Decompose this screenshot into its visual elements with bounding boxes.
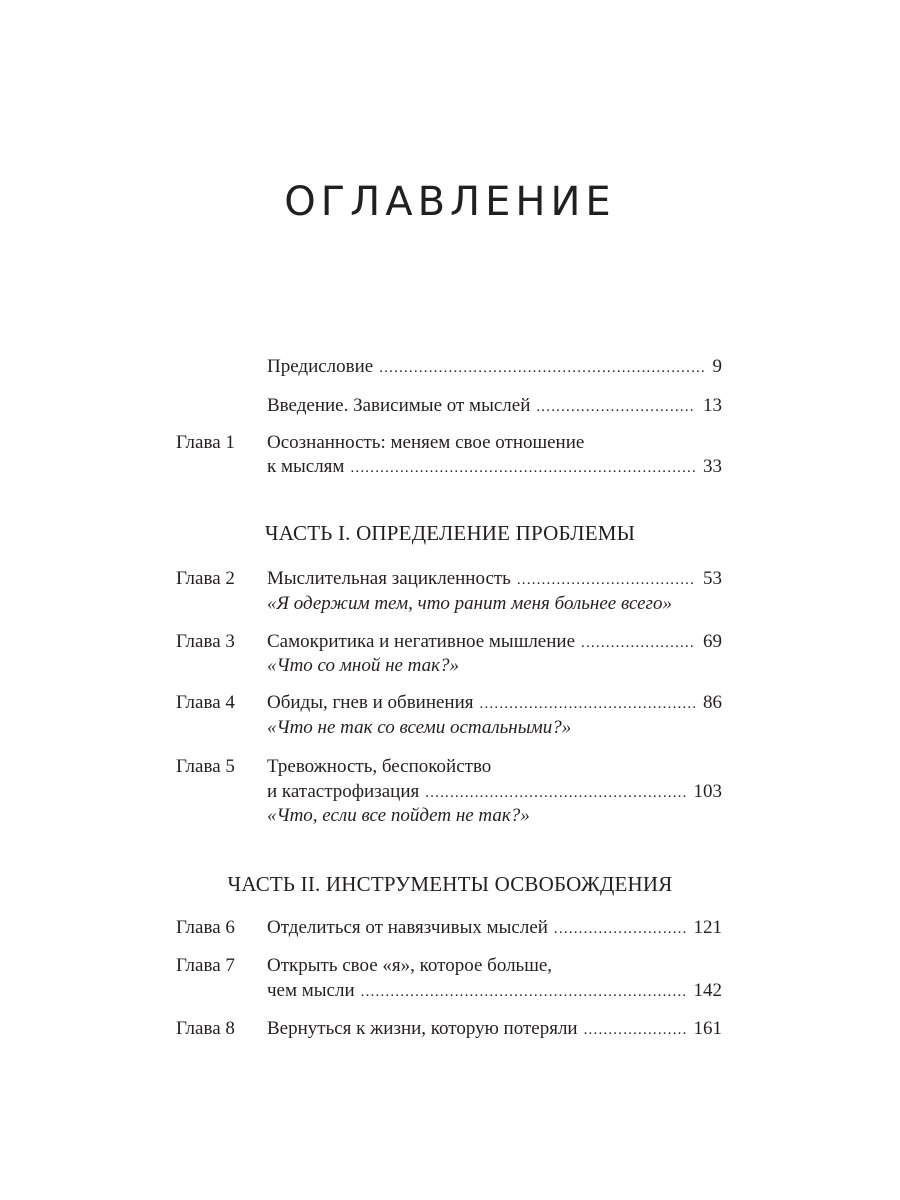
toc-entry-line bbox=[267, 394, 722, 419]
entry-title: Отделиться от навязчивых мыслей bbox=[267, 917, 548, 938]
entry-title-line1: Тревожность, беспокойство bbox=[267, 756, 492, 777]
toc-entry-introduction[interactable] bbox=[170, 394, 722, 418]
dot-leader bbox=[581, 631, 695, 655]
toc-entry-chapter-3[interactable] bbox=[170, 630, 722, 654]
part-heading-1: ЧАСТЬ I. ОПРЕДЕЛЕНИЕ ПРОБЛЕМЫ bbox=[264, 521, 636, 545]
toc-entry-chapter-7-cont[interactable] bbox=[170, 979, 722, 1003]
part-heading-2: ЧАСТЬ II. ИНСТРУМЕНТЫ ОСВОБОЖДЕНИЯ bbox=[227, 872, 673, 896]
dot-leader bbox=[379, 356, 704, 380]
page-number: 33 bbox=[703, 456, 722, 477]
dot-leader bbox=[425, 781, 685, 805]
toc-entry-line bbox=[267, 355, 722, 380]
entry-title: Введение. Зависимые от мыслей bbox=[267, 395, 531, 416]
entry-title-line1: Осознанность: меняем свое отношение bbox=[267, 432, 585, 453]
entry-title: Мыслительная зацикленность bbox=[267, 568, 511, 589]
entry-title-line1: Открыть свое «я», которое больше, bbox=[267, 955, 553, 976]
entry-title-line2: чем мысли bbox=[267, 980, 355, 1001]
chapter-label: Глава 6 bbox=[176, 917, 235, 938]
dot-leader bbox=[584, 1018, 686, 1042]
toc-entry-chapter-1-cont[interactable] bbox=[170, 455, 722, 479]
entry-subtitle: «Что, если все пойдет не так?» bbox=[267, 805, 530, 826]
chapter-label: Глава 8 bbox=[176, 1018, 235, 1039]
toc-entry-line bbox=[267, 979, 722, 1004]
toc-entry-chapter-8[interactable] bbox=[170, 1017, 722, 1041]
toc-subtitle-chapter-4 bbox=[170, 716, 722, 740]
toc-entry-chapter-5[interactable] bbox=[170, 755, 722, 779]
toc-entry-line bbox=[267, 1017, 722, 1042]
dot-leader bbox=[536, 395, 695, 419]
toc-subtitle-chapter-3 bbox=[170, 654, 722, 678]
toc-entry-line bbox=[267, 755, 722, 779]
page-number: 13 bbox=[703, 395, 722, 416]
entry-title: Обиды, гнев и обвинения bbox=[267, 692, 474, 713]
entry-title-line2: к мыслям bbox=[267, 456, 345, 477]
chapter-label: Глава 2 bbox=[176, 568, 235, 589]
entry-title: Самокритика и негативное мышление bbox=[267, 631, 576, 652]
toc-entry-chapter-7[interactable] bbox=[170, 954, 722, 978]
page-number: 103 bbox=[693, 781, 722, 802]
toc-subtitle-chapter-2 bbox=[170, 592, 722, 616]
page-number: 161 bbox=[693, 1018, 722, 1039]
toc-entry-line bbox=[267, 630, 722, 655]
toc-entry-chapter-1[interactable] bbox=[170, 431, 722, 455]
toc-entry-line bbox=[267, 916, 722, 941]
toc-entry-line bbox=[267, 455, 722, 480]
dot-leader bbox=[480, 692, 695, 716]
dot-leader bbox=[517, 568, 695, 592]
page-number: 53 bbox=[703, 568, 722, 589]
toc-title: ОГЛАВЛЕНИЕ bbox=[284, 178, 616, 225]
toc-entry-chapter-5-cont[interactable] bbox=[170, 780, 722, 804]
chapter-label: Глава 4 bbox=[176, 692, 235, 713]
entry-title: Предисловие bbox=[267, 356, 374, 377]
entry-subtitle: «Что со мной не так?» bbox=[267, 655, 460, 676]
page-number: 69 bbox=[703, 631, 722, 652]
entry-title-line2: и катастрофизация bbox=[267, 781, 420, 802]
toc-entry-chapter-6[interactable] bbox=[170, 916, 722, 940]
chapter-label: Глава 3 bbox=[176, 631, 235, 652]
chapter-label: Глава 5 bbox=[176, 756, 235, 777]
chapter-label: Глава 7 bbox=[176, 955, 235, 976]
dot-leader bbox=[361, 980, 686, 1004]
dot-leader bbox=[350, 456, 695, 480]
toc-entry-line bbox=[267, 567, 722, 592]
toc-entry-line bbox=[267, 780, 722, 805]
entry-subtitle: «Я одержим тем, что ранит меня больнее всего» bbox=[267, 593, 672, 614]
page-number: 86 bbox=[703, 692, 722, 713]
dot-leader bbox=[554, 917, 686, 941]
toc-entry-line bbox=[267, 954, 722, 978]
toc-entry-chapter-2[interactable] bbox=[170, 567, 722, 591]
toc-entry-chapter-4[interactable] bbox=[170, 691, 722, 715]
page-number: 121 bbox=[693, 917, 722, 938]
page-number: 142 bbox=[693, 980, 722, 1001]
toc-entry-line bbox=[267, 691, 722, 716]
toc-subtitle-chapter-5 bbox=[170, 804, 722, 828]
chapter-label: Глава 1 bbox=[176, 432, 235, 453]
page-number: 9 bbox=[712, 356, 722, 377]
toc-entry-line bbox=[267, 431, 722, 455]
entry-subtitle: «Что не так со всеми остальными?» bbox=[267, 717, 572, 738]
entry-title: Вернуться к жизни, которую потеряли bbox=[267, 1018, 578, 1039]
toc-entry-preface[interactable] bbox=[170, 355, 722, 379]
